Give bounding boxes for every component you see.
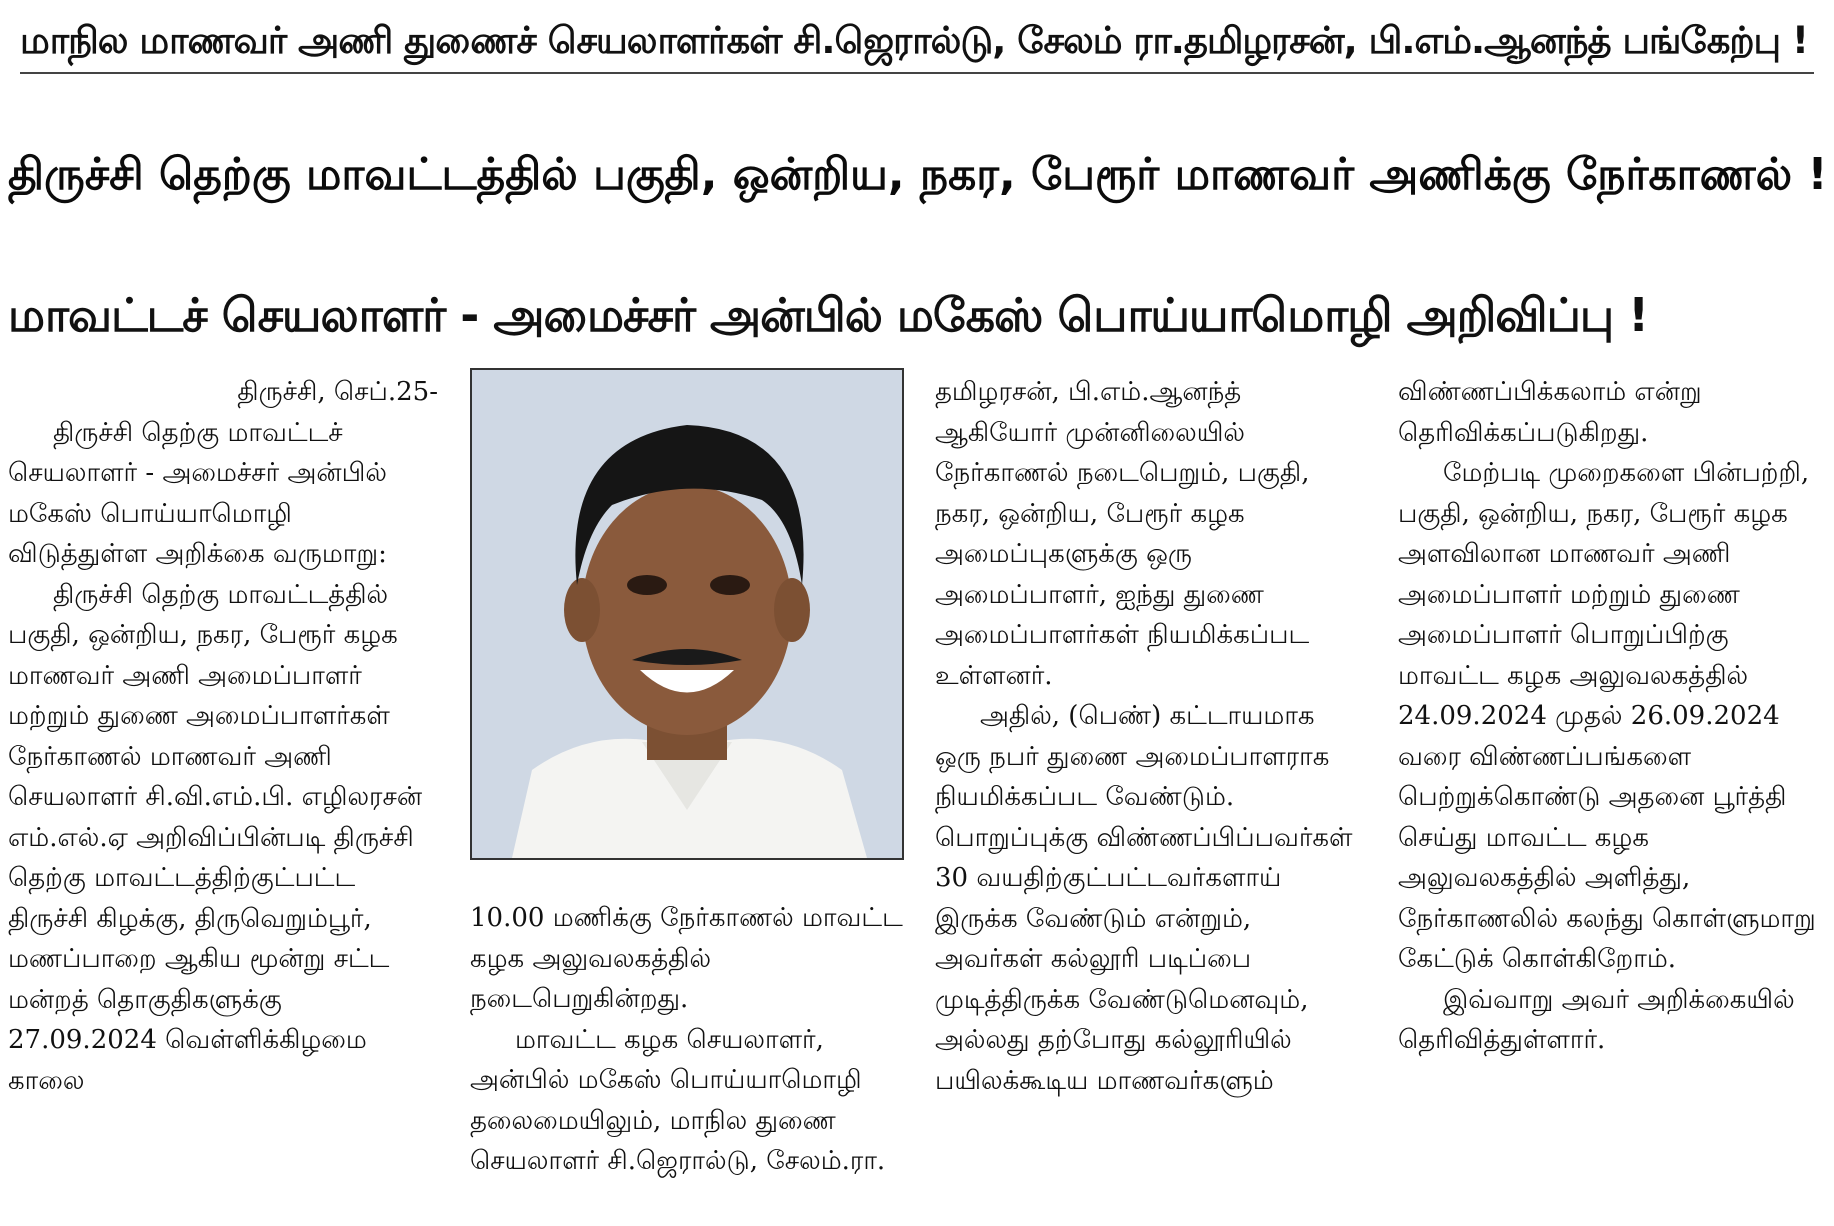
article-column-2	[470, 898, 910, 1223]
paragraph: தமிழரசன், பி.எம்.ஆனந்த் ஆகியோர் முன்னிலையில் நேர்காணல் நடைபெறும், பகுதி, நகர, ஒன்றிய, பேரூர் கழக அமைப்புகளுக்கு ஒரு அமைப்பாளர், ஐந்து துணை அமைப்பாளர்கள் நியமிக்கப்பட உள்ளனர்.	[935, 377, 1310, 691]
portrait-photo	[470, 368, 904, 860]
headline: திருச்சி தெற்கு மாவட்டத்தில் பகுதி, ஒன்றிய, நகர, பேரூர் மாணவர் அணிக்கு நேர்காணல் !	[8, 149, 1828, 200]
paragraph: திருச்சி தெற்கு மாவட்டத்தில் பகுதி, ஒன்றிய, நகர, பேரூர் கழக மாணவர் அணி அமைப்பாளர் மற்றும் துணை அமைப்பாளர்கள் நேர்காணல் மாணவர் அணி செயலாளர் சி.வி.எம்.பி. எழிலரசன் எம்.எல்.ஏ அறிவிப்பின்படி திருச்சி தெற்கு மாவட்டத்திற்குட்பட்ட திருச்சி கிழக்கு, திருவெறும்பூர், மணப்பாறை ஆகிய மூன்று சட்ட மன்றத் தொகுதிகளுக்கு 27.09.2024 வெள்ளிக்கிழமை காலை	[8, 579, 423, 1096]
portrait-illustration	[472, 370, 902, 858]
article-column-4	[1398, 372, 1828, 1055]
paragraph: மேற்படி முறைகளை பின்பற்றி, பகுதி, ஒன்றிய, நகர, பேரூர் கழக அளவிலான மாணவர் அணி அமைப்பாளர் மற்றும் துணை அமைப்பாளர் பொறுப்பிற்கு மாவட்ட கழக அலுவலகத்தில் 24.09.2024 முதல் 26.09.2024 வரை விண்ணப்பங்களை பெற்றுக்கொண்டு அதனை பூர்த்தி செய்து மாவட்ட கழக அலுவலகத்தில் அளித்து, நேர்காணலில் கலந்து கொள்ளுமாறு கேட்டுக் கொள்கிறோம்.	[1398, 458, 1816, 974]
paragraph: 10.00 மணிக்கு நேர்காணல் மாவட்ட கழக அலுவலகத்தில் நடைபெறுகின்றது.	[470, 903, 903, 1014]
paragraph: மாவட்ட கழக செயலாளர், அன்பில் மகேஸ் பொய்யாமொழி தலைமையிலும், மாநில துணை செயலாளர் சி.ஜெரால்டு, சேலம்.ரா.	[470, 1024, 886, 1176]
article-column-3	[935, 372, 1365, 1222]
paragraph: அதில், (பெண்) கட்டாயமாக ஒரு நபர் துணை அமைப்பாளராக நியமிக்கப்பட வேண்டும். பொறுப்புக்கு விண்ணப்பிப்பவர்கள் 30 வயதிற்குட்பட்டவர்களாய் இருக்க வேண்டும் என்றும், அவர்கள் கல்லூரி படிப்பை முடித்திருக்க வேண்டுமெனவும், அல்லது தற்போது கல்லூரியில் பயிலக்கூடிய மாணவர்களும்	[935, 701, 1353, 1096]
paragraph: இவ்வாறு அவர் அறிக்கையில் தெரிவித்துள்ளார்.	[1398, 984, 1795, 1055]
paragraph: விண்ணப்பிக்கலாம் என்று தெரிவிக்கப்படுகிறது.	[1398, 377, 1702, 448]
article-column-1	[8, 372, 438, 1222]
dateline: திருச்சி, செப்.25-	[237, 377, 438, 407]
subheadline: மாவட்டச் செயலாளர் - அமைச்சர் அன்பில் மகேஸ் பொய்யாமொழி அறிவிப்பு !	[8, 288, 1649, 342]
paragraph: திருச்சி தெற்கு மாவட்டச் செயலாளர் - அமைச்சர் அன்பில் மகேஸ் பொய்யாமொழி விடுத்துள்ள அறிக்கை வருமாறு:	[8, 417, 387, 569]
kicker-line: மாநில மாணவர் அணி துணைச் செயலாளர்கள் சி.ஜெரால்டு, சேலம் ரா.தமிழரசன், பி.எம்.ஆனந்த் பங்கேற்பு !	[20, 10, 1814, 74]
